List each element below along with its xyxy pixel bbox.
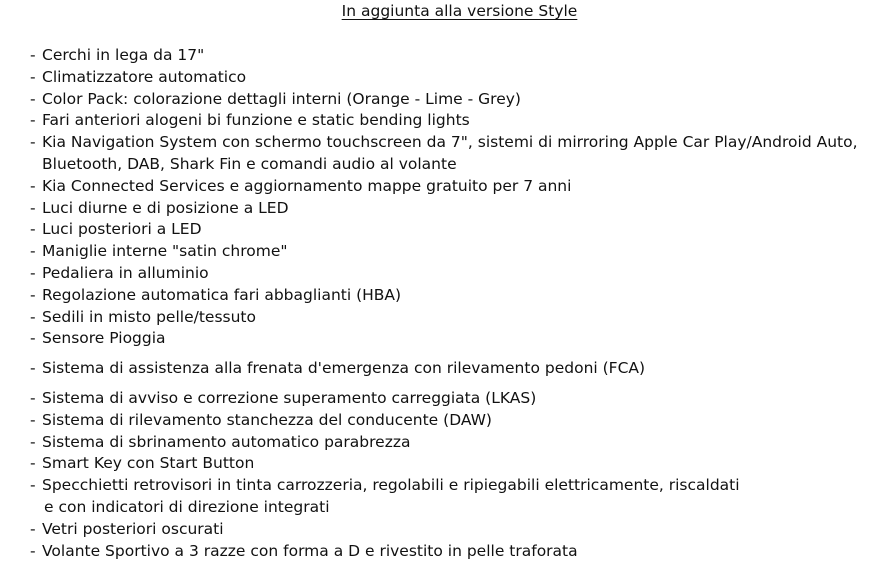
list-dash: -	[30, 454, 36, 473]
list-dash: -	[30, 388, 36, 407]
list-item-text: Specchietti retrovisori in tinta carrozzeria, regolabili e ripiegabili elettricamente, riscaldati	[42, 476, 740, 495]
list-item	[30, 541, 885, 563]
list-item	[30, 176, 885, 198]
list-dash: -	[30, 198, 36, 217]
list-item	[30, 67, 885, 89]
list-dash: -	[30, 133, 36, 152]
list-item-continuation: Bluetooth, DAB, Shark Fin e comandi audio al volante	[42, 154, 457, 173]
list-dash: -	[30, 307, 36, 326]
list-item	[30, 263, 885, 285]
list-dash: -	[30, 46, 36, 64]
list-dash: -	[30, 410, 36, 429]
list-dash: -	[30, 263, 36, 282]
list-item	[30, 110, 885, 132]
list-item-text: Volante Sportivo a 3 razze con forma a D e rivestito in pelle traforata	[42, 541, 578, 560]
list-item	[30, 432, 885, 454]
list-item	[30, 219, 885, 241]
list-item-text: Cerchi in lega da 17"	[42, 46, 205, 64]
feature-list	[30, 45, 885, 562]
list-item-text: Sistema di sbrinamento automatico parabrezza	[42, 432, 411, 451]
list-item-continuation: e con indicatori di direzione integrati	[44, 497, 330, 516]
document-title: In aggiunta alla versione Style	[341, 2, 578, 20]
list-item-text: Smart Key con Start Button	[42, 454, 255, 473]
list-dash: -	[30, 329, 36, 348]
list-item	[30, 519, 885, 541]
list-item	[30, 475, 885, 519]
list-dash: -	[30, 111, 36, 130]
list-item	[30, 453, 885, 475]
list-dash: -	[30, 89, 36, 108]
list-item-text: Climatizzatore automatico	[42, 67, 247, 86]
list-item	[30, 241, 885, 263]
list-dash: -	[30, 432, 36, 451]
list-item-text: Maniglie interne "satin chrome"	[42, 242, 288, 261]
list-item-text: Luci diurne e di posizione a LED	[42, 198, 289, 217]
list-item-text: Kia Navigation System con schermo touchscreen da 7", sistemi di mirroring Apple Car Play/Android Auto,	[42, 133, 858, 152]
list-item	[30, 307, 885, 329]
list-item	[30, 388, 885, 410]
list-item	[30, 89, 885, 111]
list-item-text: Sistema di rilevamento stanchezza del conducente (DAW)	[42, 410, 492, 429]
list-item	[30, 45, 885, 67]
list-item-text: Sensore Pioggia	[42, 329, 166, 348]
list-item-text: Luci posteriori a LED	[42, 220, 202, 239]
list-item-text: Sistema di avviso e correzione superamento carreggiata (LKAS)	[42, 388, 537, 407]
list-dash: -	[30, 285, 36, 304]
list-dash: -	[30, 476, 36, 495]
list-item-text: Vetri posteriori oscurati	[42, 519, 224, 538]
list-item	[30, 358, 885, 380]
list-dash: -	[30, 242, 36, 261]
list-item-text: Regolazione automatica fari abbaglianti (HBA)	[42, 285, 402, 304]
list-item	[30, 410, 885, 432]
list-item-text: Fari anteriori alogeni bi funzione e static bending lights	[42, 111, 470, 130]
list-item	[30, 328, 885, 350]
list-item-text: Sistema di assistenza alla frenata d'emergenza con rilevamento pedoni (FCA)	[42, 359, 646, 378]
list-item-text: Color Pack: colorazione dettagli interni (Orange - Lime - Grey)	[42, 89, 521, 108]
list-item-text: Sedili in misto pelle/tessuto	[42, 307, 256, 326]
list-dash: -	[30, 220, 36, 239]
list-item-text: Kia Connected Services e aggiornamento mappe gratuito per 7 anni	[42, 176, 572, 195]
list-dash: -	[30, 67, 36, 86]
list-dash: -	[30, 519, 36, 538]
list-item	[30, 198, 885, 220]
list-item	[30, 285, 885, 307]
list-item	[30, 132, 885, 176]
list-dash: -	[30, 359, 36, 378]
list-item-text: Pedaliera in alluminio	[42, 263, 209, 282]
list-dash: -	[30, 541, 36, 560]
list-dash: -	[30, 176, 36, 195]
